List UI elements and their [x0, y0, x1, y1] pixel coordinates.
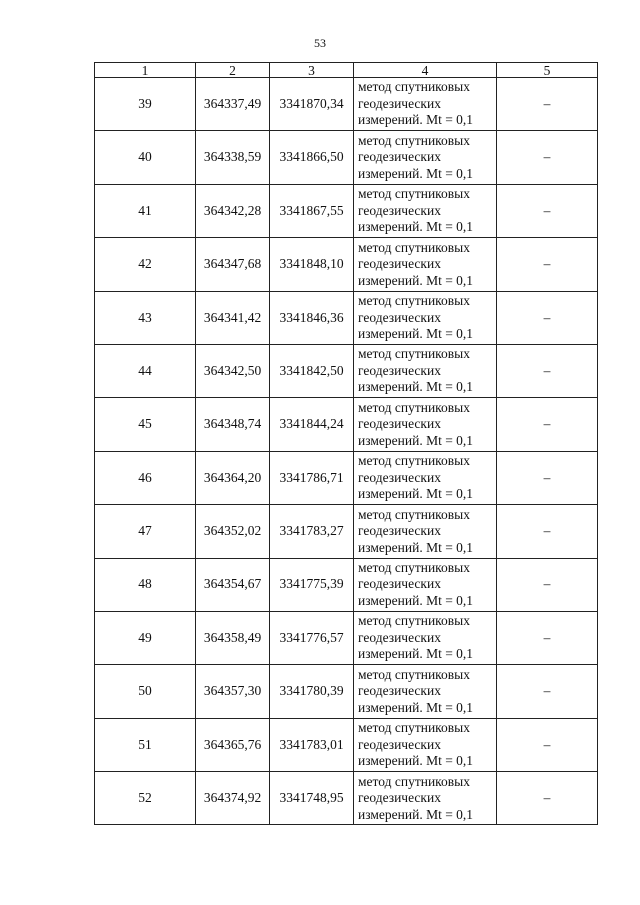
- y-coordinate-cell: 3341842,50: [270, 344, 354, 397]
- point-number-cell: 39: [95, 78, 196, 131]
- table-header-row: [95, 63, 598, 78]
- table-row: [95, 665, 598, 718]
- method-line: геодезических: [358, 256, 441, 272]
- method-line: геодезических: [358, 790, 441, 806]
- x-coordinate-cell: 364342,50: [196, 344, 270, 397]
- y-coordinate-cell: 3341776,57: [270, 611, 354, 664]
- method-line: метод спутниковых: [358, 186, 470, 202]
- table-row: [95, 611, 598, 664]
- method-line: геодезических: [358, 309, 441, 325]
- table-row: [95, 131, 598, 184]
- method-line: метод спутниковых: [358, 132, 470, 148]
- point-number-cell: 42: [95, 238, 196, 291]
- x-coordinate-cell: 364348,74: [196, 398, 270, 451]
- method-line: геодезических: [358, 736, 441, 752]
- point-number-cell: 50: [95, 665, 196, 718]
- point-number-cell: 41: [95, 184, 196, 237]
- note-cell: –: [497, 505, 598, 558]
- method-line: измерений. Mt = 0,1: [358, 539, 474, 555]
- header-cell-3: 3: [270, 63, 354, 78]
- point-number-cell: 48: [95, 558, 196, 611]
- x-coordinate-cell: 364352,02: [196, 505, 270, 558]
- y-coordinate-cell: 3341783,01: [270, 718, 354, 771]
- note-cell: –: [497, 665, 598, 718]
- method-line: метод спутниковых: [358, 293, 470, 308]
- method-line: геодезических: [358, 202, 441, 218]
- x-coordinate-cell: 364358,49: [196, 611, 270, 664]
- point-number-cell: 43: [95, 291, 196, 344]
- note-cell: –: [497, 772, 598, 825]
- method-line: измерений. Mt = 0,1: [358, 272, 474, 288]
- method-cell: [354, 184, 497, 237]
- method-line: измерений. Mt = 0,1: [358, 219, 474, 235]
- y-coordinate-cell: 3341846,36: [270, 291, 354, 344]
- header-cell-4: 4: [354, 63, 497, 78]
- table-row: [95, 451, 598, 504]
- note-cell: –: [497, 718, 598, 771]
- point-number-cell: 52: [95, 772, 196, 825]
- method-cell: [354, 665, 497, 718]
- table-row: [95, 291, 598, 344]
- method-line: геодезических: [358, 523, 441, 539]
- method-cell: [354, 718, 497, 771]
- method-line: измерений. Mt = 0,1: [358, 753, 474, 769]
- method-cell: [354, 344, 497, 397]
- point-number-cell: 46: [95, 451, 196, 504]
- table-row: [95, 238, 598, 291]
- note-cell: –: [497, 344, 598, 397]
- x-coordinate-cell: 364337,49: [196, 78, 270, 131]
- point-number-cell: 47: [95, 505, 196, 558]
- x-coordinate-cell: 364341,42: [196, 291, 270, 344]
- method-cell: [354, 78, 497, 131]
- table-row: [95, 718, 598, 771]
- note-cell: –: [497, 611, 598, 664]
- method-line: измерений. Mt = 0,1: [358, 326, 474, 341]
- method-line: геодезических: [358, 149, 441, 165]
- x-coordinate-cell: 364347,68: [196, 238, 270, 291]
- y-coordinate-cell: 3341866,50: [270, 131, 354, 184]
- point-number-cell: 51: [95, 718, 196, 771]
- note-cell: –: [497, 451, 598, 504]
- y-coordinate-cell: 3341780,39: [270, 665, 354, 718]
- method-line: измерений. Mt = 0,1: [358, 112, 474, 128]
- method-cell: [354, 398, 497, 451]
- method-line: измерений. Mt = 0,1: [358, 486, 474, 502]
- table-row: [95, 344, 598, 397]
- method-cell: [354, 451, 497, 504]
- method-line: метод спутниковых: [358, 773, 470, 789]
- x-coordinate-cell: 364354,67: [196, 558, 270, 611]
- note-cell: –: [497, 238, 598, 291]
- method-cell: [354, 291, 497, 344]
- table-row: [95, 184, 598, 237]
- x-coordinate-cell: 364365,76: [196, 718, 270, 771]
- note-cell: –: [497, 131, 598, 184]
- x-coordinate-cell: 364374,92: [196, 772, 270, 825]
- y-coordinate-cell: 3341848,10: [270, 238, 354, 291]
- method-line: геодезических: [358, 362, 441, 378]
- method-line: геодезических: [358, 576, 441, 592]
- coordinates-table: [94, 62, 598, 825]
- x-coordinate-cell: 364364,20: [196, 451, 270, 504]
- point-number-cell: 49: [95, 611, 196, 664]
- note-cell: –: [497, 398, 598, 451]
- method-line: измерений. Mt = 0,1: [358, 646, 474, 662]
- method-cell: [354, 611, 497, 664]
- method-cell: [354, 558, 497, 611]
- header-cell-2: 2: [196, 63, 270, 78]
- y-coordinate-cell: 3341870,34: [270, 78, 354, 131]
- note-cell: –: [497, 184, 598, 237]
- method-line: измерений. Mt = 0,1: [358, 165, 474, 181]
- method-line: метод спутниковых: [358, 720, 470, 736]
- point-number-cell: 40: [95, 131, 196, 184]
- method-cell: [354, 131, 497, 184]
- header-cell-1: 1: [95, 63, 196, 78]
- method-line: метод спутниковых: [358, 559, 470, 575]
- point-number-cell: 45: [95, 398, 196, 451]
- method-line: метод спутниковых: [358, 613, 470, 629]
- y-coordinate-cell: 3341867,55: [270, 184, 354, 237]
- method-cell: [354, 238, 497, 291]
- table-row: [95, 772, 598, 825]
- x-coordinate-cell: 364342,28: [196, 184, 270, 237]
- coordinates-table-body: [95, 63, 598, 825]
- method-line: геодезических: [358, 683, 441, 699]
- table-row: [95, 558, 598, 611]
- y-coordinate-cell: 3341775,39: [270, 558, 354, 611]
- header-cell-5: 5: [497, 63, 598, 78]
- method-line: метод спутниковых: [358, 346, 470, 362]
- method-line: метод спутниковых: [358, 79, 470, 95]
- method-line: измерений. Mt = 0,1: [358, 699, 474, 715]
- method-line: геодезических: [358, 416, 441, 432]
- method-line: метод спутниковых: [358, 399, 470, 415]
- method-line: метод спутниковых: [358, 453, 470, 469]
- y-coordinate-cell: 3341844,24: [270, 398, 354, 451]
- table-row: [95, 398, 598, 451]
- point-number-cell: 44: [95, 344, 196, 397]
- method-line: измерений. Mt = 0,1: [358, 806, 474, 822]
- x-coordinate-cell: 364357,30: [196, 665, 270, 718]
- table-row: [95, 505, 598, 558]
- y-coordinate-cell: 3341748,95: [270, 772, 354, 825]
- y-coordinate-cell: 3341786,71: [270, 451, 354, 504]
- note-cell: –: [497, 558, 598, 611]
- method-line: геодезических: [358, 95, 441, 111]
- method-cell: [354, 505, 497, 558]
- y-coordinate-cell: 3341783,27: [270, 505, 354, 558]
- method-line: измерений. Mt = 0,1: [358, 432, 474, 448]
- note-cell: –: [497, 78, 598, 131]
- page-number: 53: [314, 36, 326, 50]
- method-line: геодезических: [358, 629, 441, 645]
- method-cell: [354, 772, 497, 825]
- method-line: измерений. Mt = 0,1: [358, 592, 474, 608]
- method-line: метод спутниковых: [358, 506, 470, 522]
- table-row: [95, 78, 598, 131]
- note-cell: –: [497, 291, 598, 344]
- x-coordinate-cell: 364338,59: [196, 131, 270, 184]
- method-line: измерений. Mt = 0,1: [358, 379, 474, 395]
- method-line: геодезических: [358, 469, 441, 485]
- method-line: метод спутниковых: [358, 239, 470, 255]
- method-line: метод спутниковых: [358, 666, 470, 682]
